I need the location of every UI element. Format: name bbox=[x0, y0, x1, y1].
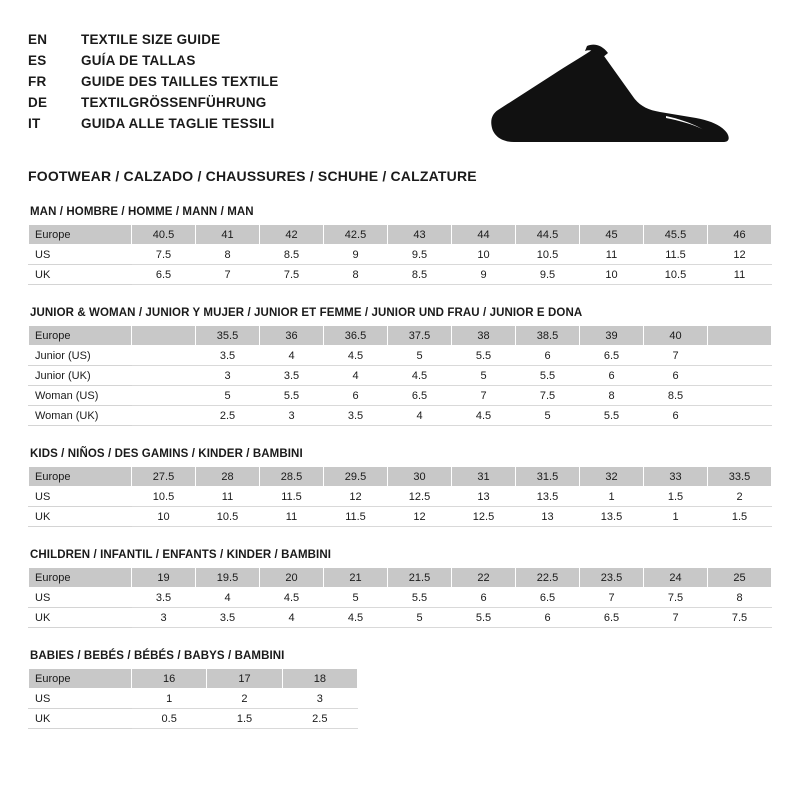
size-cell: 4.5 bbox=[260, 588, 324, 608]
dress-shoe-icon bbox=[484, 36, 734, 146]
size-cell: 3.5 bbox=[196, 346, 260, 366]
size-cell: 9 bbox=[324, 245, 388, 265]
language-title: GUIDE DES TAILLES TEXTILE bbox=[81, 74, 279, 89]
size-cell: 10 bbox=[580, 265, 644, 285]
language-code: EN bbox=[28, 32, 48, 47]
size-cell: 37.5 bbox=[388, 326, 452, 346]
size-cell: 5.5 bbox=[452, 346, 516, 366]
size-cell: 5 bbox=[452, 366, 516, 386]
language-row bbox=[28, 72, 279, 91]
size-cell: 8 bbox=[324, 265, 388, 285]
size-cell: 3.5 bbox=[260, 366, 324, 386]
size-cell: 20 bbox=[260, 568, 324, 588]
size-cell: 40 bbox=[644, 326, 708, 346]
size-cell bbox=[708, 326, 772, 346]
size-cell: 39 bbox=[580, 326, 644, 346]
size-cell: 6 bbox=[644, 406, 708, 426]
size-table bbox=[28, 325, 772, 426]
size-cell: 1 bbox=[580, 487, 644, 507]
size-table-title: CHILDREN / INFANTIL / ENFANTS / KINDER / BAMBINI bbox=[30, 549, 332, 561]
size-cell bbox=[132, 386, 196, 406]
size-cell: 10.5 bbox=[132, 487, 196, 507]
language-row bbox=[28, 93, 279, 112]
language-row bbox=[28, 114, 279, 133]
size-cell: 12 bbox=[324, 487, 388, 507]
table-row bbox=[29, 588, 772, 608]
size-cell: 16 bbox=[132, 669, 207, 689]
table-row bbox=[29, 568, 772, 588]
size-cell: 8 bbox=[196, 245, 260, 265]
row-label: Woman (UK) bbox=[29, 406, 132, 426]
size-cell: 11 bbox=[708, 265, 772, 285]
table-row bbox=[29, 507, 772, 527]
language-title: TEXTILE SIZE GUIDE bbox=[81, 32, 221, 47]
language-row bbox=[28, 30, 279, 49]
size-cell: 6 bbox=[324, 386, 388, 406]
table-row bbox=[29, 366, 772, 386]
size-cell: 5 bbox=[196, 386, 260, 406]
size-cell: 10 bbox=[452, 245, 516, 265]
size-cell: 11 bbox=[580, 245, 644, 265]
size-cell: 28.5 bbox=[260, 467, 324, 487]
size-cell: 12 bbox=[708, 245, 772, 265]
language-code: FR bbox=[28, 74, 47, 89]
size-cell: 8.5 bbox=[644, 386, 708, 406]
size-cell: 7.5 bbox=[132, 245, 196, 265]
table-row bbox=[29, 265, 772, 285]
size-cell bbox=[708, 346, 772, 366]
size-cell: 17 bbox=[207, 669, 282, 689]
size-cell: 6 bbox=[644, 366, 708, 386]
table-row bbox=[29, 487, 772, 507]
size-cell: 3 bbox=[260, 406, 324, 426]
size-cell: 10 bbox=[132, 507, 196, 527]
table-row bbox=[29, 467, 772, 487]
size-cell: 11 bbox=[260, 507, 324, 527]
page-title: FOOTWEAR / CALZADO / CHAUSSURES / SCHUHE / CALZATURE bbox=[28, 168, 477, 184]
size-cell: 5 bbox=[516, 406, 580, 426]
row-label: Europe bbox=[29, 326, 132, 346]
size-cell bbox=[708, 386, 772, 406]
size-cell: 42 bbox=[260, 225, 324, 245]
size-cell: 33 bbox=[644, 467, 708, 487]
size-cell: 8 bbox=[580, 386, 644, 406]
size-cell: 13.5 bbox=[516, 487, 580, 507]
size-table bbox=[28, 224, 772, 285]
size-cell: 19.5 bbox=[196, 568, 260, 588]
size-cell bbox=[132, 406, 196, 426]
size-cell bbox=[132, 326, 196, 346]
size-cell: 12 bbox=[388, 507, 452, 527]
size-cell: 10.5 bbox=[644, 265, 708, 285]
size-cell: 11.5 bbox=[260, 487, 324, 507]
row-label: US bbox=[29, 487, 132, 507]
size-cell: 36 bbox=[260, 326, 324, 346]
size-cell: 4 bbox=[388, 406, 452, 426]
table-row bbox=[29, 608, 772, 628]
size-cell: 42.5 bbox=[324, 225, 388, 245]
row-label: Junior (UK) bbox=[29, 366, 132, 386]
size-cell: 31 bbox=[452, 467, 516, 487]
size-table-block bbox=[28, 650, 772, 729]
size-cell: 4 bbox=[324, 366, 388, 386]
size-cell: 35.5 bbox=[196, 326, 260, 346]
size-cell: 19 bbox=[132, 568, 196, 588]
table-row bbox=[29, 406, 772, 426]
size-cell: 2.5 bbox=[196, 406, 260, 426]
size-cell: 44.5 bbox=[516, 225, 580, 245]
size-table bbox=[28, 668, 358, 729]
table-row bbox=[29, 326, 772, 346]
size-cell: 9 bbox=[452, 265, 516, 285]
size-cell bbox=[708, 406, 772, 426]
size-cell: 22 bbox=[452, 568, 516, 588]
size-table-title: KIDS / NIÑOS / DES GAMINS / KINDER / BAMBINI bbox=[30, 448, 303, 460]
row-label: UK bbox=[29, 709, 132, 729]
size-cell: 4 bbox=[260, 346, 324, 366]
size-cell: 1.5 bbox=[644, 487, 708, 507]
size-cell: 5.5 bbox=[516, 366, 580, 386]
size-cell: 23.5 bbox=[580, 568, 644, 588]
row-label: UK bbox=[29, 507, 132, 527]
size-cell: 32 bbox=[580, 467, 644, 487]
table-row bbox=[29, 386, 772, 406]
size-table bbox=[28, 567, 772, 628]
size-cell: 7.5 bbox=[644, 588, 708, 608]
size-cell: 11.5 bbox=[324, 507, 388, 527]
size-cell: 46 bbox=[708, 225, 772, 245]
language-title: TEXTILGRÖSSENFÜHRUNG bbox=[81, 95, 267, 110]
size-cell: 8.5 bbox=[260, 245, 324, 265]
size-cell: 5 bbox=[324, 588, 388, 608]
row-label: US bbox=[29, 588, 132, 608]
size-cell: 2 bbox=[708, 487, 772, 507]
size-cell: 4 bbox=[196, 588, 260, 608]
table-row bbox=[29, 225, 772, 245]
language-code: DE bbox=[28, 95, 48, 110]
size-cell bbox=[708, 366, 772, 386]
size-cell: 6.5 bbox=[388, 386, 452, 406]
size-cell: 43 bbox=[388, 225, 452, 245]
table-row bbox=[29, 669, 358, 689]
size-cell: 29.5 bbox=[324, 467, 388, 487]
language-title: GUIDA ALLE TAGLIE TESSILI bbox=[81, 116, 275, 131]
size-cell: 27.5 bbox=[132, 467, 196, 487]
size-cell: 45 bbox=[580, 225, 644, 245]
size-cell: 8 bbox=[708, 588, 772, 608]
row-label: Woman (US) bbox=[29, 386, 132, 406]
size-cell: 6 bbox=[516, 608, 580, 628]
size-cell: 7 bbox=[452, 386, 516, 406]
size-cell: 3.5 bbox=[324, 406, 388, 426]
size-table bbox=[28, 466, 772, 527]
size-cell: 25 bbox=[708, 568, 772, 588]
size-cell: 18 bbox=[282, 669, 357, 689]
document-header bbox=[28, 26, 772, 146]
size-cell: 7 bbox=[644, 346, 708, 366]
size-cell: 4.5 bbox=[388, 366, 452, 386]
size-cell: 9.5 bbox=[516, 265, 580, 285]
size-cell: 12.5 bbox=[388, 487, 452, 507]
size-cell: 3 bbox=[282, 689, 357, 709]
size-cell: 5.5 bbox=[452, 608, 516, 628]
size-table-title: MAN / HOMBRE / HOMME / MANN / MAN bbox=[30, 206, 254, 218]
size-cell: 10.5 bbox=[196, 507, 260, 527]
size-cell: 10.5 bbox=[516, 245, 580, 265]
size-cell: 45.5 bbox=[644, 225, 708, 245]
size-cell: 3.5 bbox=[196, 608, 260, 628]
size-cell: 3 bbox=[132, 608, 196, 628]
row-label: US bbox=[29, 245, 132, 265]
size-cell: 2 bbox=[207, 689, 282, 709]
size-cell: 4.5 bbox=[324, 608, 388, 628]
row-label: UK bbox=[29, 608, 132, 628]
size-cell: 5 bbox=[388, 608, 452, 628]
size-cell: 21 bbox=[324, 568, 388, 588]
table-row bbox=[29, 709, 358, 729]
table-row bbox=[29, 245, 772, 265]
size-cell: 6 bbox=[516, 346, 580, 366]
size-cell: 28 bbox=[196, 467, 260, 487]
size-cell: 6.5 bbox=[580, 346, 644, 366]
size-cell: 3 bbox=[196, 366, 260, 386]
size-cell: 6.5 bbox=[516, 588, 580, 608]
size-cell bbox=[132, 346, 196, 366]
language-title: GUÍA DE TALLAS bbox=[81, 53, 196, 68]
row-label: UK bbox=[29, 265, 132, 285]
size-table-title: BABIES / BEBÉS / BÉBÉS / BABYS / BAMBINI bbox=[30, 650, 285, 662]
row-label: US bbox=[29, 689, 132, 709]
size-table-block bbox=[28, 448, 772, 527]
row-label: Europe bbox=[29, 225, 132, 245]
size-cell: 13 bbox=[452, 487, 516, 507]
size-cell: 6.5 bbox=[132, 265, 196, 285]
language-code: IT bbox=[28, 116, 41, 131]
size-cell bbox=[132, 366, 196, 386]
size-cell: 4.5 bbox=[452, 406, 516, 426]
size-cell: 6 bbox=[452, 588, 516, 608]
size-cell: 5 bbox=[388, 346, 452, 366]
size-cell: 1 bbox=[132, 689, 207, 709]
language-code: ES bbox=[28, 53, 47, 68]
size-cell: 5.5 bbox=[580, 406, 644, 426]
size-cell: 22.5 bbox=[516, 568, 580, 588]
size-cell: 5.5 bbox=[260, 386, 324, 406]
size-cell: 7 bbox=[644, 608, 708, 628]
size-cell: 33.5 bbox=[708, 467, 772, 487]
size-cell: 12.5 bbox=[452, 507, 516, 527]
size-table-block bbox=[28, 549, 772, 628]
size-cell: 7.5 bbox=[516, 386, 580, 406]
size-table-title: JUNIOR & WOMAN / JUNIOR Y MUJER / JUNIOR ET FEMME / JUNIOR UND FRAU / JUNIOR E DONA bbox=[30, 307, 583, 319]
size-cell: 3.5 bbox=[132, 588, 196, 608]
table-row bbox=[29, 689, 358, 709]
size-cell: 7 bbox=[196, 265, 260, 285]
size-cell: 11.5 bbox=[644, 245, 708, 265]
size-cell: 6 bbox=[580, 366, 644, 386]
language-row bbox=[28, 51, 279, 70]
size-cell: 6.5 bbox=[580, 608, 644, 628]
size-tables-container bbox=[28, 206, 772, 729]
size-cell: 2.5 bbox=[282, 709, 357, 729]
size-table-block bbox=[28, 206, 772, 285]
size-cell: 4.5 bbox=[324, 346, 388, 366]
row-label: Europe bbox=[29, 669, 132, 689]
size-cell: 36.5 bbox=[324, 326, 388, 346]
row-label: Europe bbox=[29, 568, 132, 588]
size-cell: 5.5 bbox=[388, 588, 452, 608]
size-cell: 1 bbox=[644, 507, 708, 527]
row-label: Europe bbox=[29, 467, 132, 487]
size-cell: 30 bbox=[388, 467, 452, 487]
size-cell: 9.5 bbox=[388, 245, 452, 265]
size-cell: 1.5 bbox=[708, 507, 772, 527]
size-cell: 41 bbox=[196, 225, 260, 245]
size-cell: 8.5 bbox=[388, 265, 452, 285]
size-cell: 7.5 bbox=[708, 608, 772, 628]
language-title-list bbox=[28, 26, 279, 133]
size-cell: 7.5 bbox=[260, 265, 324, 285]
size-cell: 11 bbox=[196, 487, 260, 507]
size-cell: 31.5 bbox=[516, 467, 580, 487]
size-cell: 7 bbox=[580, 588, 644, 608]
size-cell: 13 bbox=[516, 507, 580, 527]
size-cell: 38 bbox=[452, 326, 516, 346]
size-cell: 44 bbox=[452, 225, 516, 245]
size-cell: 4 bbox=[260, 608, 324, 628]
row-label: Junior (US) bbox=[29, 346, 132, 366]
size-cell: 21.5 bbox=[388, 568, 452, 588]
size-cell: 38.5 bbox=[516, 326, 580, 346]
size-cell: 40.5 bbox=[132, 225, 196, 245]
size-cell: 24 bbox=[644, 568, 708, 588]
size-table-block bbox=[28, 307, 772, 426]
table-row bbox=[29, 346, 772, 366]
size-cell: 0.5 bbox=[132, 709, 207, 729]
size-cell: 13.5 bbox=[580, 507, 644, 527]
size-cell: 1.5 bbox=[207, 709, 282, 729]
